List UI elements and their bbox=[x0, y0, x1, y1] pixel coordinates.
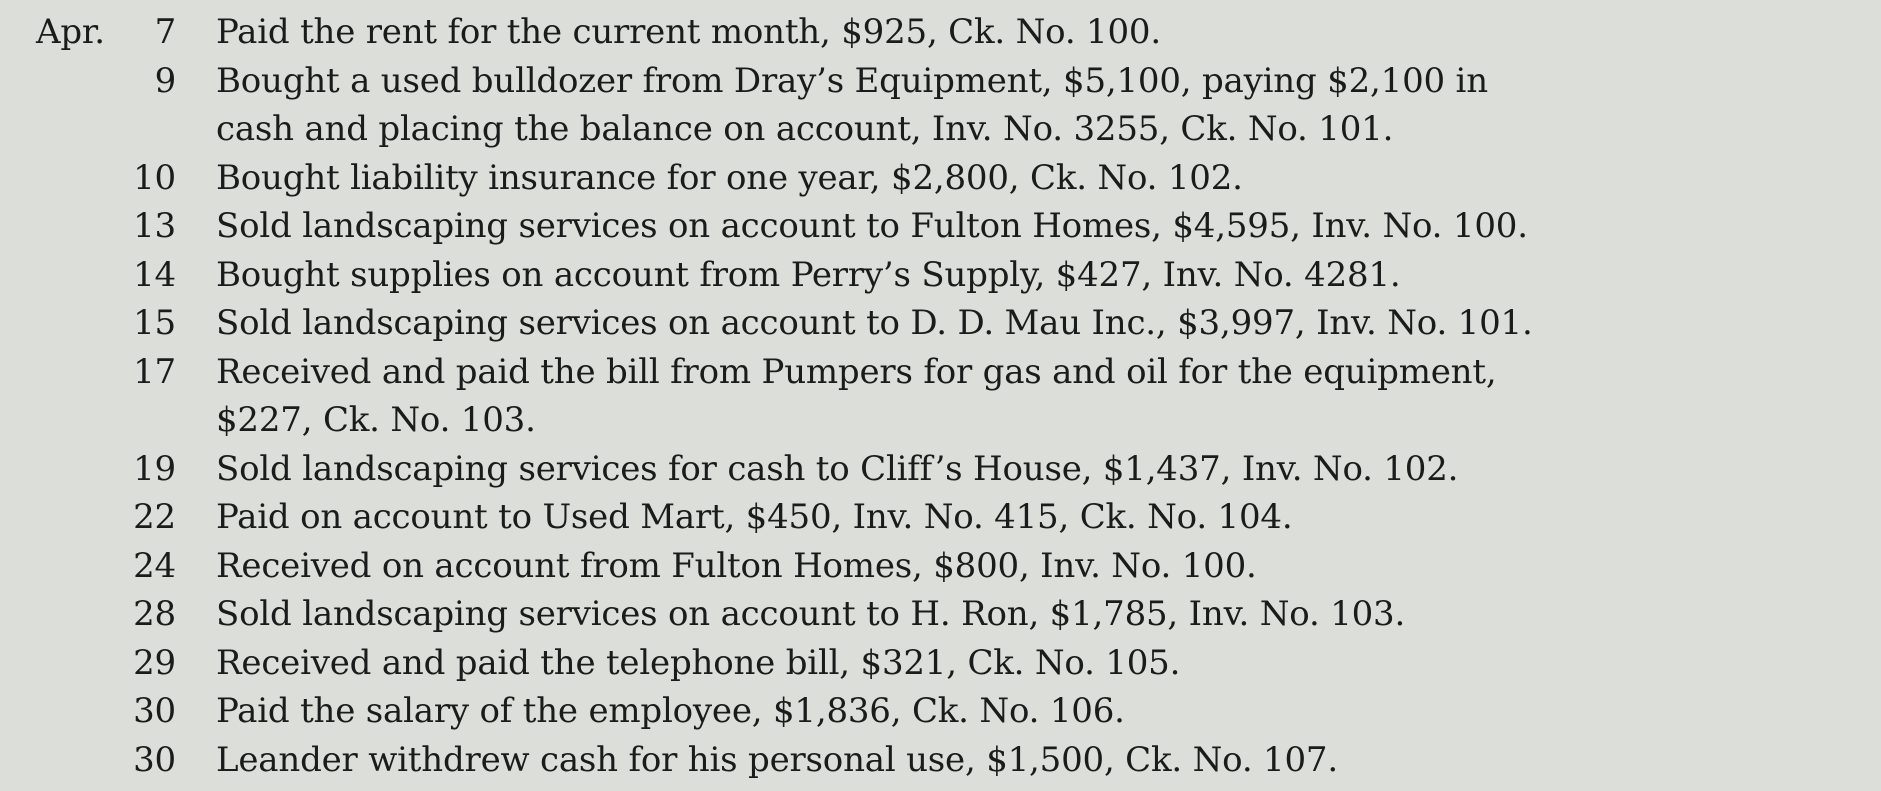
transaction-description bbox=[216, 736, 1716, 785]
transaction-description bbox=[216, 445, 1716, 494]
description-line: Sold landscaping services for cash to Cliff’s House, $1,437, Inv. No. 102. bbox=[216, 448, 1459, 489]
description-line: Sold landscaping services on account to D. D. Mau Inc., $3,997, Inv. No. 101. bbox=[216, 303, 1533, 343]
description-line: cash and placing the balance on account, Inv. No. 3255, Ck. No. 101. bbox=[216, 109, 1394, 149]
day-number: 9 bbox=[154, 60, 176, 101]
transaction-entry bbox=[0, 251, 1881, 300]
description-line: Bought liability insurance for one year, $2,800, Ck. No. 102. bbox=[216, 157, 1243, 198]
transaction-description bbox=[216, 251, 1716, 300]
transaction-description bbox=[216, 639, 1716, 688]
transaction-entry bbox=[0, 687, 1881, 736]
description-line: Received and paid the telephone bill, $321, Ck. No. 105. bbox=[216, 642, 1181, 683]
description-line: Leander withdrew cash for his personal use, $1,500, Ck. No. 107. bbox=[216, 739, 1338, 780]
transaction-description bbox=[216, 154, 1716, 203]
transaction-description bbox=[216, 687, 1716, 736]
transaction-entry bbox=[0, 639, 1881, 688]
description-line: Received and paid the bill from Pumpers for gas and oil for the equipment, bbox=[216, 351, 1497, 392]
day-number: 14 bbox=[133, 254, 176, 295]
description-line: Received on account from Fulton Homes, $800, Inv. No. 100. bbox=[216, 545, 1257, 586]
transaction-entry bbox=[0, 493, 1881, 542]
transaction-entry bbox=[0, 542, 1881, 591]
transaction-entry bbox=[0, 299, 1881, 348]
transaction-entry bbox=[0, 348, 1881, 445]
month-label: Apr. bbox=[36, 12, 105, 52]
transaction-description bbox=[216, 348, 1716, 445]
day-number: 17 bbox=[133, 351, 176, 392]
description-line: Paid the salary of the employee, $1,836, Ck. No. 106. bbox=[216, 691, 1125, 731]
transaction-description bbox=[216, 542, 1716, 591]
description-line: Bought a used bulldozer from Dray’s Equipment, $5,100, paying $2,100 in bbox=[216, 60, 1488, 101]
transaction-description bbox=[216, 8, 1716, 57]
transaction-entry bbox=[0, 154, 1881, 203]
day-number: 19 bbox=[133, 448, 176, 489]
transaction-description bbox=[216, 590, 1716, 639]
day-number: 24 bbox=[133, 545, 176, 586]
day-number: 30 bbox=[133, 739, 176, 780]
description-line: Bought supplies on account from Perry’s Supply, $427, Inv. No. 4281. bbox=[216, 254, 1401, 295]
transaction-entry bbox=[0, 57, 1881, 154]
transaction-description bbox=[216, 299, 1716, 348]
transaction-entry bbox=[0, 202, 1881, 251]
transaction-description bbox=[216, 57, 1716, 154]
description-line: Sold landscaping services on account to H. Ron, $1,785, Inv. No. 103. bbox=[216, 594, 1406, 634]
day-number: 22 bbox=[133, 497, 176, 537]
transaction-entry bbox=[0, 736, 1881, 785]
day-number: 29 bbox=[133, 642, 176, 683]
transaction-entry bbox=[0, 8, 1881, 57]
transaction-list bbox=[0, 8, 1881, 784]
day-number: 7 bbox=[154, 12, 176, 52]
day-number: 10 bbox=[133, 157, 176, 198]
transaction-description bbox=[216, 202, 1716, 251]
transaction-description bbox=[216, 493, 1716, 542]
description-line: $227, Ck. No. 103. bbox=[216, 400, 536, 440]
transaction-entry bbox=[0, 590, 1881, 639]
day-number: 30 bbox=[133, 691, 176, 731]
description-line: Paid on account to Used Mart, $450, Inv. No. 415, Ck. No. 104. bbox=[216, 497, 1293, 537]
description-line: Paid the rent for the current month, $925, Ck. No. 100. bbox=[216, 12, 1161, 52]
day-number: 15 bbox=[133, 303, 176, 343]
transaction-entry bbox=[0, 445, 1881, 494]
day-number: 28 bbox=[133, 594, 176, 634]
day-number: 13 bbox=[133, 206, 176, 246]
description-line: Sold landscaping services on account to Fulton Homes, $4,595, Inv. No. 100. bbox=[216, 206, 1528, 246]
